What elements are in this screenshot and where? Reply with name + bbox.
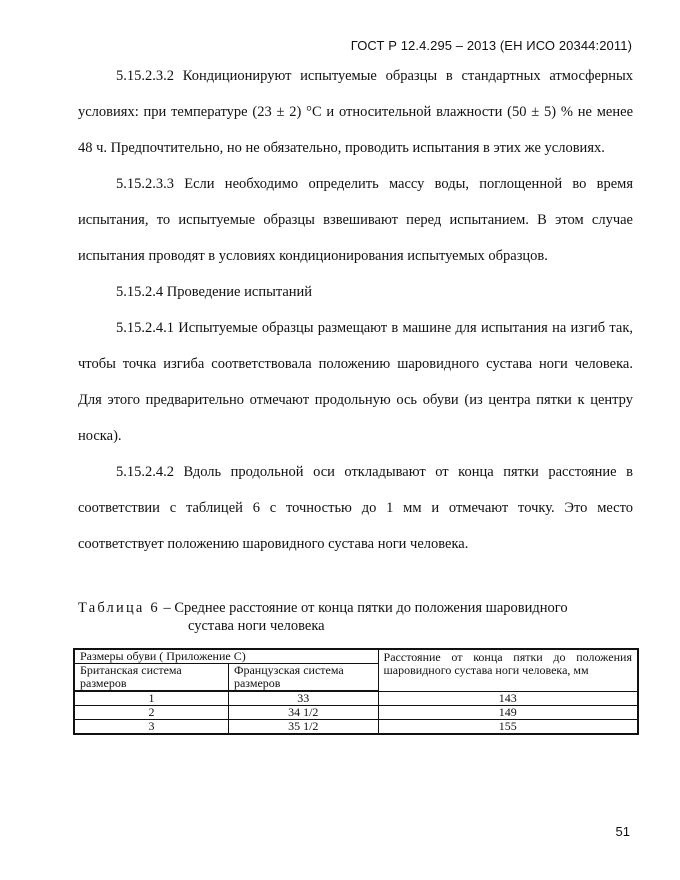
paragraph-5-15-2-3-3: 5.15.2.3.3 Если необходимо определить массу воды, поглощенной во время испытания, то испытуемые образцы взвешивают перед испытанием. В этом случае испытания проводят в условиях кондиционирования испытуемых образцов. [78,176,633,264]
cell-french: 34 1/2 [228,706,378,720]
table-caption-dash: – [159,600,175,616]
cell-french: 35 1/2 [228,720,378,735]
table-row [74,706,638,720]
table-header-row [74,649,638,664]
data-table [73,648,639,735]
document-header: ГОСТ Р 12.4.295 – 2013 (ЕН ИСО 20344:2011) [350,38,632,53]
cell-distance: 155 [378,720,638,735]
cell-distance: 149 [378,706,638,720]
cell-british: 2 [74,706,228,720]
paragraph-5-15-2-4-2: 5.15.2.4.2 Вдоль продольной оси откладывают от конца пятки расстояние в соответствии с таблицей 6 с точностью до 1 мм и отмечают точку. Это место соответствует положению шаровидного сустава ноги человека. [78,464,633,552]
table-row [74,691,638,706]
cell-french: 33 [228,691,378,706]
table-caption-line2: сустава ноги человека [188,618,325,634]
table-caption [78,599,638,635]
paragraph-5-15-2-4-1: 5.15.2.4.1 Испытуемые образцы размещают в машине для испытания на изгиб так, чтобы точка изгиба соответствовала положению шаровидного сустава ноги человека. Для этого предварительно отмечают продольную ось обуви (из центра пятки к центру носка). [78,320,633,444]
cell-distance: 143 [378,691,638,706]
section-heading-5-15-2-4: 5.15.2.4 Проведение испытаний [116,284,313,300]
cell-british: 1 [74,691,228,706]
table-row [74,720,638,735]
cell-british: 3 [74,720,228,735]
table-caption-line1: Среднее расстояние от конца пятки до положения шаровидного [174,600,568,616]
header-french-system: Французская система размеров [228,664,378,692]
body-text [78,58,633,562]
header-british-system: Британская система размеров [74,664,228,692]
header-shoe-sizes: Размеры обуви ( Приложение С) [74,649,378,664]
paragraph-5-15-2-3-2: 5.15.2.3.2 Кондиционируют испытуемые образцы в стандартных атмосферных условиях: при температуре (23 ± 2) °С и относительной влажности (50 ± 5) % не менее 48 ч. Предпочтительно, но не обязательно, проводить испытания в этих же условиях. [78,68,633,156]
header-distance: Расстояние от конца пятки до положения шаровидного сустава ноги человека, мм [378,649,638,691]
table-caption-prefix: Таблица 6 [78,600,160,616]
page-number: 51 [615,824,630,839]
